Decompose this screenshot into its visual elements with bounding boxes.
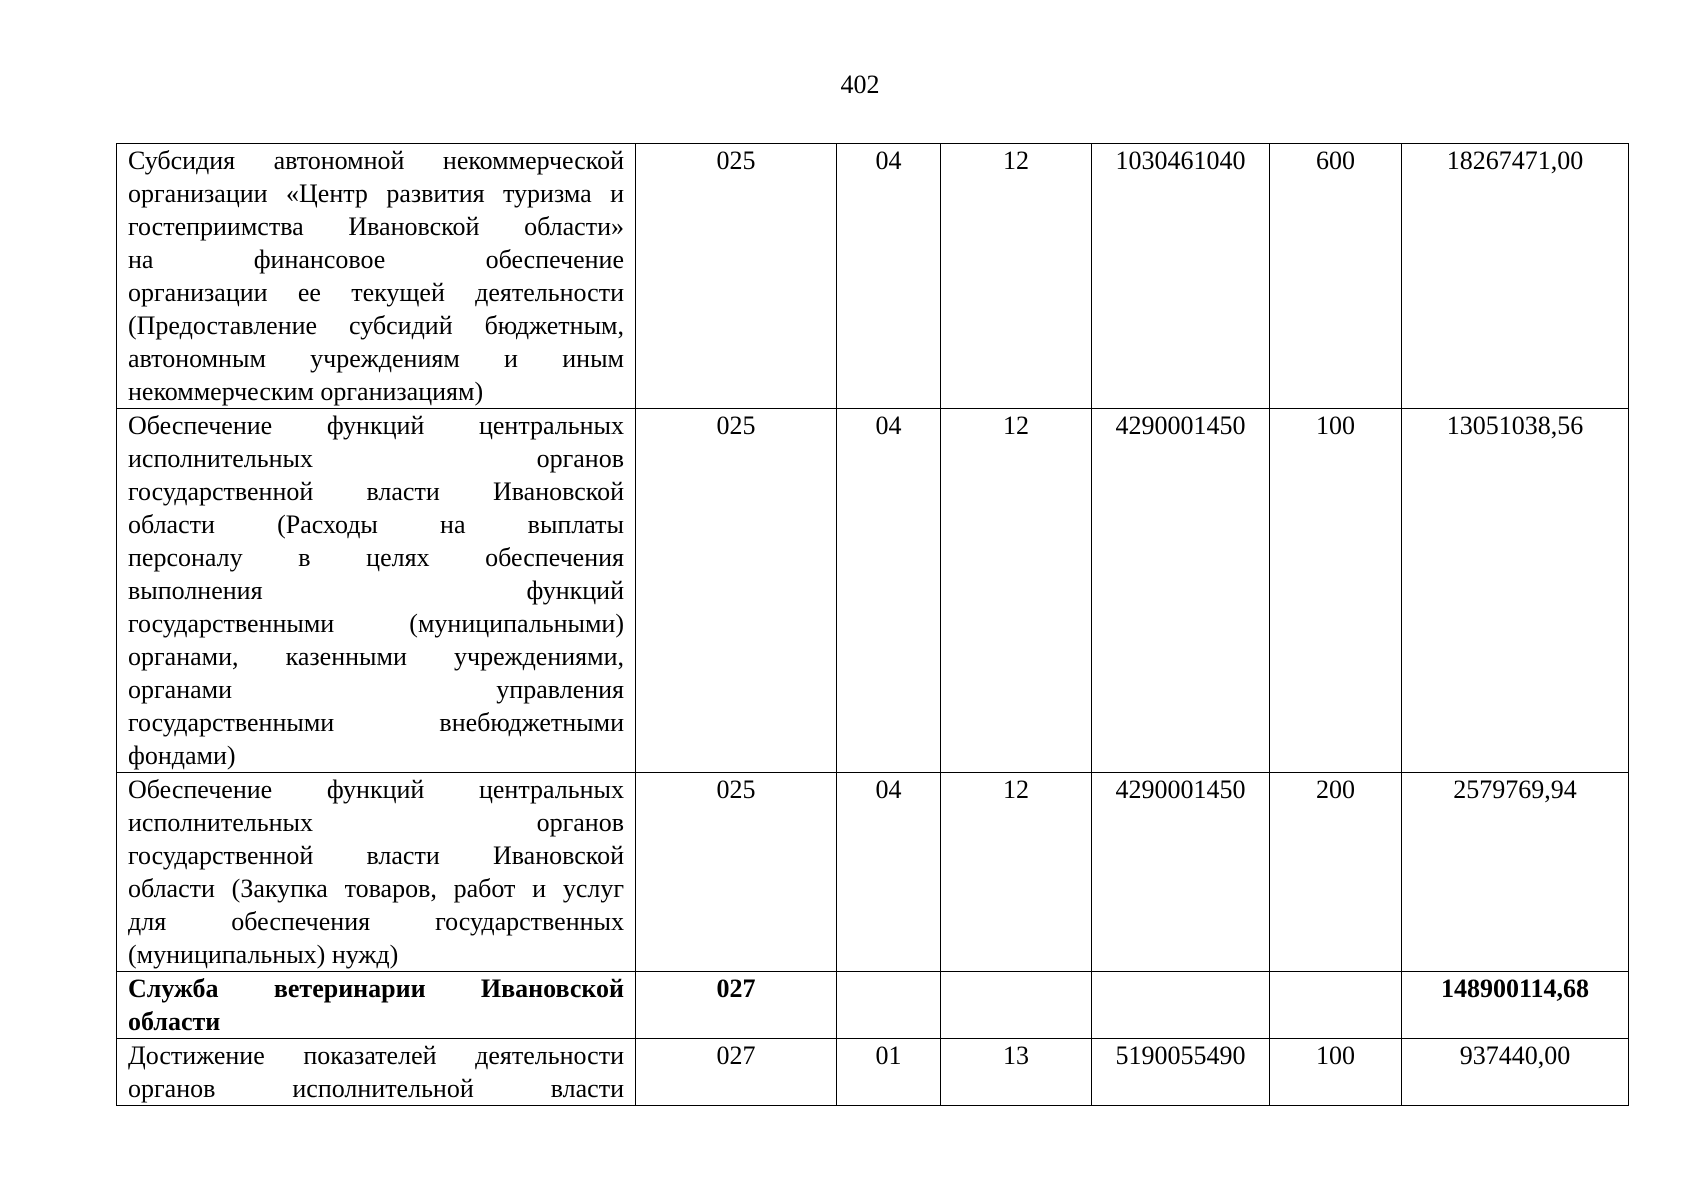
expense-description bbox=[117, 773, 636, 972]
amount: 937440,00 bbox=[1402, 1039, 1629, 1106]
description-line: исполнительных органов bbox=[128, 808, 624, 837]
target-article-code: 5190055490 bbox=[1092, 1039, 1270, 1106]
budget-table bbox=[116, 143, 1629, 1106]
description-line: государственными внебюджетными bbox=[128, 708, 624, 737]
ministry-code: 025 bbox=[636, 773, 837, 972]
description-line: персоналу в целях обеспечения bbox=[128, 543, 624, 572]
subsection-code: 12 bbox=[941, 409, 1092, 773]
description-line: организации ее текущей деятельности bbox=[128, 278, 624, 307]
amount: 2579769,94 bbox=[1402, 773, 1629, 972]
expense-type-code: 100 bbox=[1270, 1039, 1402, 1106]
expense-description bbox=[117, 144, 636, 409]
expense-description bbox=[117, 409, 636, 773]
page-number: 402 bbox=[840, 70, 880, 99]
description-line: исполнительных органов bbox=[128, 444, 624, 473]
table-row-section-total bbox=[117, 972, 1629, 1039]
amount: 13051038,56 bbox=[1402, 409, 1629, 773]
table-row bbox=[117, 773, 1629, 972]
section-code: 04 bbox=[837, 144, 941, 409]
description-line: органами, казенными учреждениями, bbox=[128, 642, 624, 671]
description-line: органов исполнительной власти bbox=[128, 1074, 624, 1103]
description-line: области bbox=[128, 1007, 221, 1036]
ministry-code: 027 bbox=[636, 1039, 837, 1106]
description-line: для обеспечения государственных bbox=[128, 907, 624, 936]
expense-description bbox=[117, 972, 636, 1039]
subsection-code: 12 bbox=[941, 144, 1092, 409]
expense-type-code bbox=[1270, 972, 1402, 1039]
expense-type-code: 100 bbox=[1270, 409, 1402, 773]
description-line: (муниципальных) нужд) bbox=[128, 940, 399, 969]
description-line: государственными (муниципальными) bbox=[128, 609, 624, 638]
description-line: организации «Центр развития туризма и bbox=[128, 179, 624, 208]
target-article-code: 4290001450 bbox=[1092, 409, 1270, 773]
description-line: Обеспечение функций центральных bbox=[128, 775, 624, 804]
description-line: области (Закупка товаров, работ и услуг bbox=[128, 874, 624, 903]
description-line: (Предоставление субсидий бюджетным, bbox=[128, 311, 624, 340]
table-row bbox=[117, 409, 1629, 773]
target-article-code: 4290001450 bbox=[1092, 773, 1270, 972]
subsection-code: 12 bbox=[941, 773, 1092, 972]
ministry-code: 027 bbox=[636, 972, 837, 1039]
amount: 18267471,00 bbox=[1402, 144, 1629, 409]
description-line: на финансовое обеспечение bbox=[128, 245, 624, 274]
description-line: автономным учреждениям и иным bbox=[128, 344, 624, 373]
expense-type-code: 600 bbox=[1270, 144, 1402, 409]
section-code: 04 bbox=[837, 409, 941, 773]
ministry-code: 025 bbox=[636, 409, 837, 773]
target-article-code: 1030461040 bbox=[1092, 144, 1270, 409]
description-line: Субсидия автономной некоммерческой bbox=[128, 146, 624, 175]
description-line: государственной власти Ивановской bbox=[128, 841, 624, 870]
ministry-code: 025 bbox=[636, 144, 837, 409]
description-line: некоммерческим организациям) bbox=[128, 377, 484, 406]
description-line: Служба ветеринарии Ивановской bbox=[128, 974, 624, 1003]
table-row bbox=[117, 144, 1629, 409]
description-line: выполнения функций bbox=[128, 576, 624, 605]
expense-description bbox=[117, 1039, 636, 1106]
description-line: органами управления bbox=[128, 675, 624, 704]
section-code: 04 bbox=[837, 773, 941, 972]
description-line: области (Расходы на выплаты bbox=[128, 510, 624, 539]
subsection-code: 13 bbox=[941, 1039, 1092, 1106]
expense-type-code: 200 bbox=[1270, 773, 1402, 972]
description-line: Обеспечение функций центральных bbox=[128, 411, 624, 440]
target-article-code bbox=[1092, 972, 1270, 1039]
description-line: Достижение показателей деятельности bbox=[128, 1041, 624, 1070]
description-line: фондами) bbox=[128, 741, 236, 770]
subsection-code bbox=[941, 972, 1092, 1039]
table-row bbox=[117, 1039, 1629, 1106]
section-code: 01 bbox=[837, 1039, 941, 1106]
description-line: гостеприимства Ивановской области» bbox=[128, 212, 624, 241]
amount: 148900114,68 bbox=[1402, 972, 1629, 1039]
description-line: государственной власти Ивановской bbox=[128, 477, 624, 506]
section-code bbox=[837, 972, 941, 1039]
